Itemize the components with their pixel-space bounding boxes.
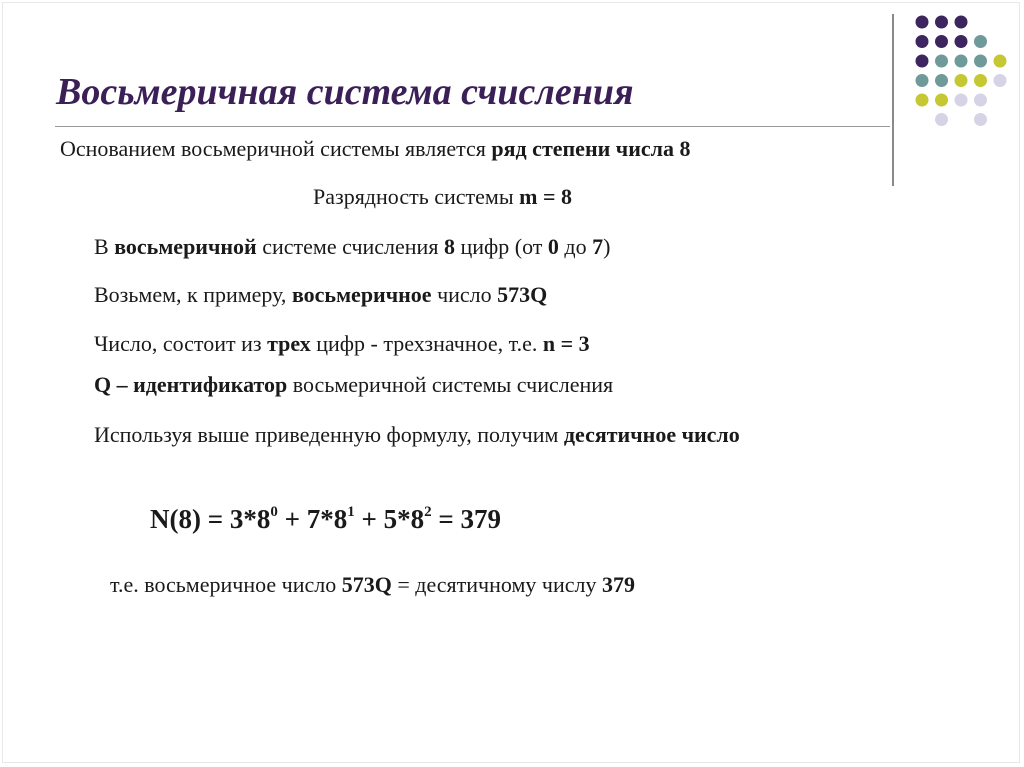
conclusion-segment: = десятичному числу	[391, 572, 602, 597]
text-segment-bold: Q – идентификатор	[94, 372, 288, 397]
body-line-identifier	[94, 370, 613, 400]
text-segment-bold: n = 3	[542, 331, 590, 356]
text-segment: Используя выше приведенную формулу, получим	[94, 422, 564, 447]
text-segment-bold: 573Q	[497, 282, 548, 307]
title-underline	[55, 126, 890, 127]
text-segment: до	[558, 234, 593, 259]
text-segment-bold: трех	[267, 331, 311, 356]
body-line-formula-intro	[94, 419, 894, 450]
conclusion-segment-bold: 573Q	[341, 572, 392, 597]
conclusion-segment-bold: 379	[601, 572, 635, 597]
conclusion-segment: т.е. восьмеричное число	[110, 572, 342, 597]
body-line-three-digits	[94, 329, 590, 359]
formula-exponent: 0	[270, 504, 278, 520]
text-segment: Разрядность системы	[313, 184, 520, 209]
formula-exponent: 2	[424, 504, 432, 520]
slide-title: Восьмеричная система счисления	[56, 71, 634, 113]
text-segment-bold: восьмеричное	[291, 282, 432, 307]
text-segment: Число, состоит из	[94, 331, 268, 356]
text-segment-bold: 7	[592, 234, 604, 259]
text-segment-bold: 8	[443, 234, 455, 259]
text-segment: )	[603, 234, 611, 259]
text-segment-bold: ряд степени числа 8	[491, 136, 691, 161]
body-line-base	[60, 134, 691, 164]
formula-term: = 379	[431, 504, 502, 534]
body-line-example	[94, 280, 547, 310]
body-line-digit-capacity	[313, 182, 572, 212]
formula-term: N(8) = 3*8	[150, 504, 271, 534]
text-segment-bold: десятичное число	[563, 422, 740, 447]
conclusion-line	[110, 570, 635, 600]
text-segment-bold: 0	[547, 234, 559, 259]
vertical-divider	[892, 14, 894, 186]
text-segment: число	[431, 282, 498, 307]
text-segment-bold: восьмеричной	[114, 234, 257, 259]
text-segment: Возьмем, к примеру,	[94, 282, 292, 307]
body-line-digit-count	[94, 232, 610, 262]
text-segment: восьмеричной системы счисления	[287, 372, 614, 397]
text-segment: системе счисления	[256, 234, 444, 259]
formula-term: + 5*8	[354, 504, 425, 534]
text-segment: В	[94, 234, 115, 259]
text-segment: цифр - трехзначное, т.е.	[310, 331, 543, 356]
formula-exponent: 1	[347, 504, 355, 520]
conversion-formula	[150, 504, 501, 535]
formula-term: + 7*8	[277, 504, 348, 534]
text-segment: цифр (от	[454, 234, 548, 259]
text-segment: Основанием восьмеричной системы является	[60, 136, 492, 161]
text-segment-bold: m = 8	[519, 184, 572, 209]
